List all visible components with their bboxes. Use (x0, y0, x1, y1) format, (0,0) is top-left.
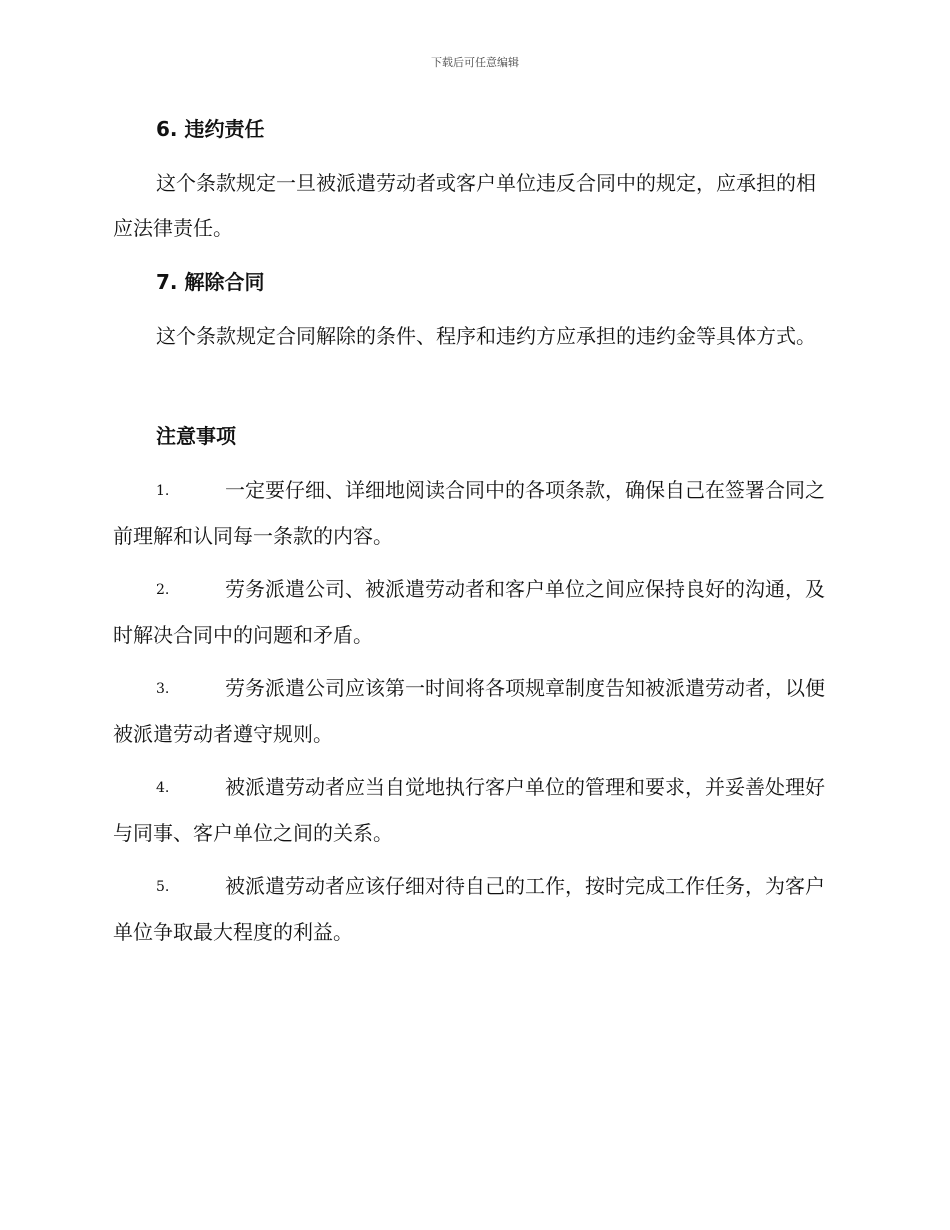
list-item-number: 2. (156, 582, 170, 598)
list-item-text: 被派遣劳动者应该仔细对待自己的工作，按时完成工作任务，为客户单位争取最大程度的利益。 (113, 874, 825, 944)
section-heading-termination: 7. 解除合同 (156, 270, 265, 294)
section-heading-breach: 6. 违约责任 (156, 117, 265, 141)
notes-list-item (113, 468, 833, 559)
paragraph-text: 这个条款规定一旦被派遣劳动者或客户单位违反合同中的规定，应承担的相应法律责任。 (113, 171, 816, 240)
list-item-number: 3. (156, 681, 170, 697)
notes-list-item (113, 567, 833, 658)
list-item-text: 一定要仔细、详细地阅读合同中的各项条款，确保自己在签署合同之前理解和认同每一条款的内容。 (113, 478, 825, 548)
list-item-text: 被派遣劳动者应当自觉地执行客户单位的管理和要求，并妥善处理好与同事、客户单位之间的关系。 (113, 775, 825, 845)
list-item-text: 劳务派遣公司、被派遣劳动者和客户单位之间应保持良好的沟通，及时解决合同中的问题和矛盾。 (113, 577, 825, 647)
notes-heading: 注意事项 (156, 424, 236, 448)
notes-list-item (113, 864, 833, 955)
list-item-text: 劳务派遣公司应该第一时间将各项规章制度告知被派遣劳动者，以便被派遣劳动者遵守规则。 (113, 676, 825, 746)
notes-list-item (113, 765, 833, 856)
list-item-number: 1. (156, 483, 170, 499)
section-paragraph-termination (113, 314, 833, 359)
list-item-number: 5. (156, 879, 170, 895)
notes-list-item (113, 666, 833, 757)
page-header-note: 下载后可任意编辑 (431, 56, 519, 69)
paragraph-text: 这个条款规定合同解除的条件、程序和违约方应承担的违约金等具体方式。 (156, 324, 816, 348)
list-item-number: 4. (156, 780, 170, 796)
section-paragraph-breach (113, 161, 833, 251)
